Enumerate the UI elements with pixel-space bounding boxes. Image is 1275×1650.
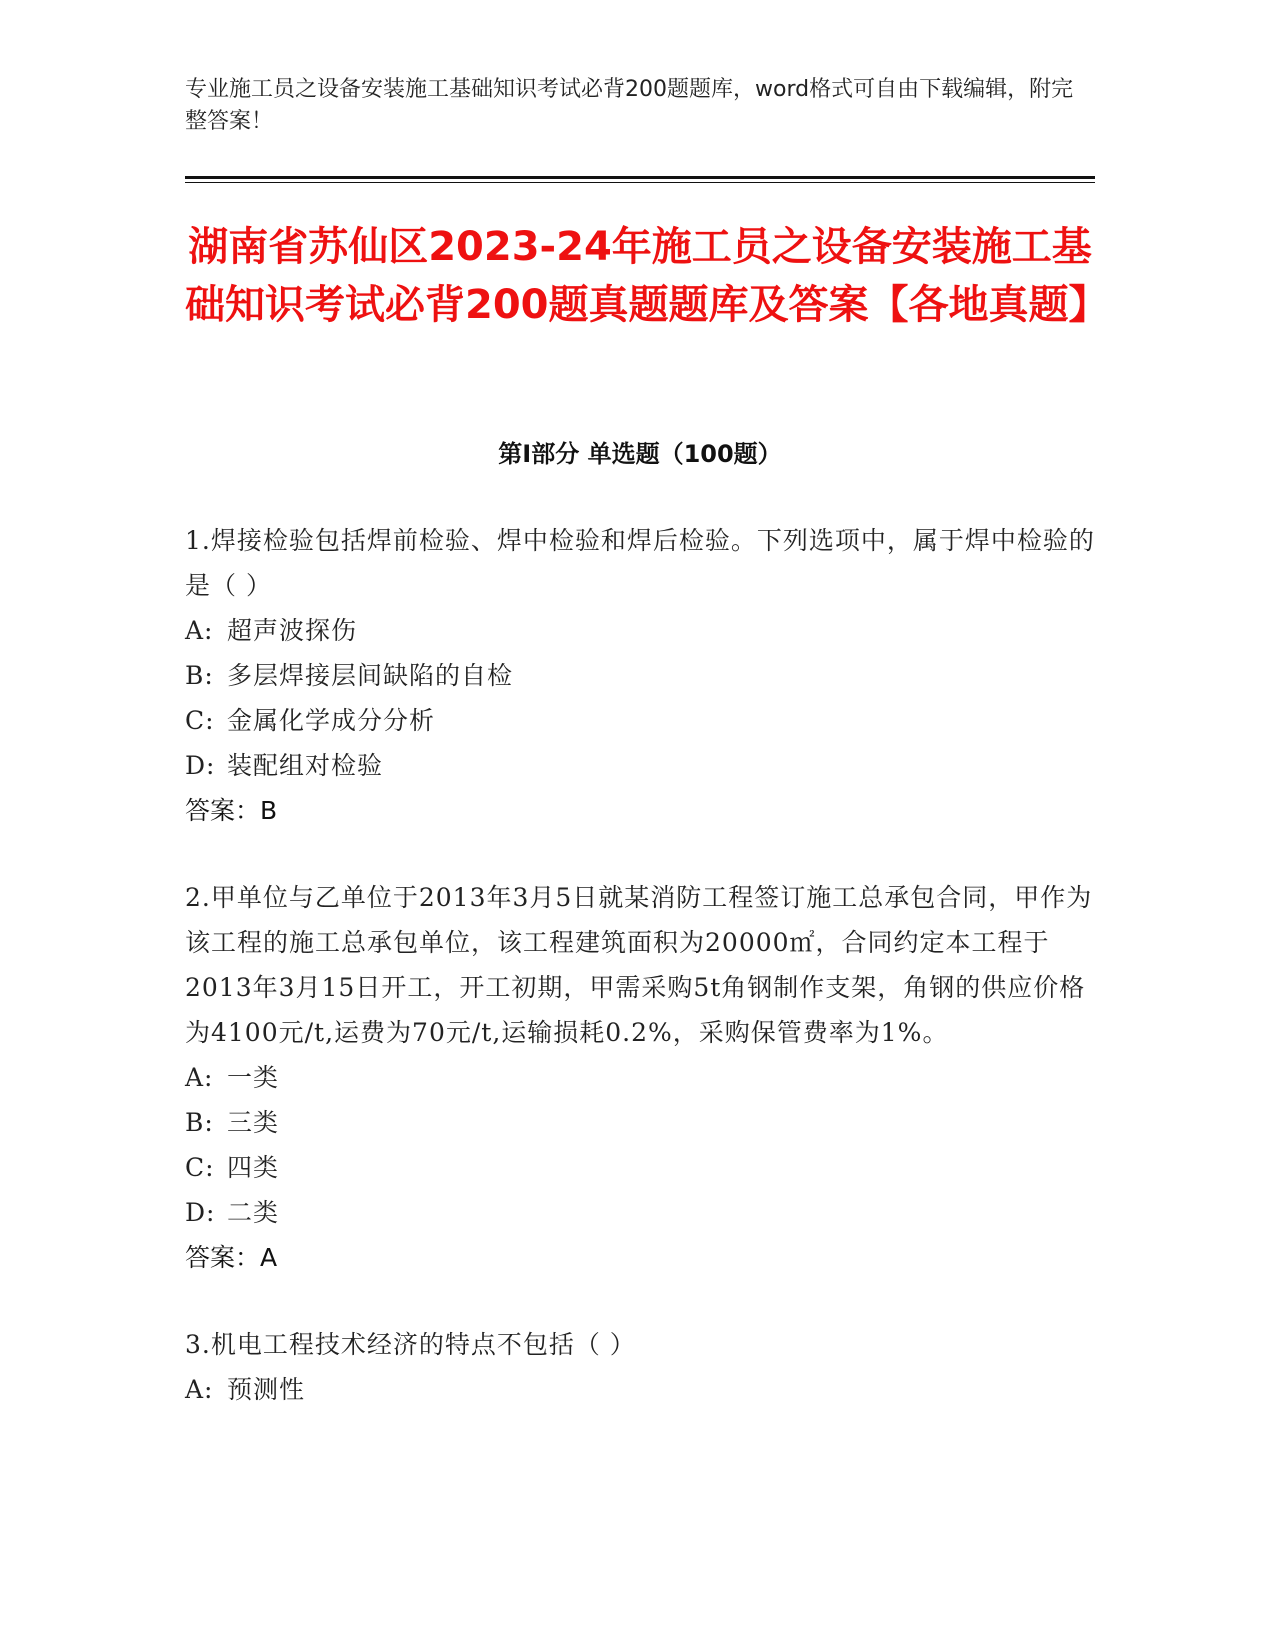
option-d (185, 1190, 1095, 1235)
question-2 (185, 875, 1095, 1280)
option-text: 二类 (227, 1198, 280, 1227)
section-title: 第Ⅰ部分 单选题（100题） (498, 440, 782, 468)
option-text: 装配组对检验 (227, 751, 384, 780)
answer: 答案：A (185, 1243, 278, 1272)
option-label: A: (185, 1063, 214, 1092)
option-label: A: (185, 616, 214, 645)
option-text: 预测性 (227, 1375, 306, 1404)
option-label: D: (185, 1198, 216, 1227)
header-rule-thick (185, 176, 1095, 179)
option-a (185, 1055, 1095, 1100)
option-text: 金属化学成分分析 (227, 706, 436, 735)
option-text: 三类 (227, 1108, 280, 1137)
option-label: B: (185, 661, 214, 690)
option-b (185, 1100, 1095, 1145)
option-a (185, 1367, 1095, 1412)
header-note: 专业施工员之设备安装施工基础知识考试必背200题题库，word格式可自由下载编辑，附完整答案！ (185, 77, 1074, 134)
question-3 (185, 1322, 1095, 1412)
option-label: D: (185, 751, 216, 780)
question-1 (185, 518, 1095, 833)
option-text: 多层焊接层间缺陷的自检 (227, 661, 514, 690)
option-text: 四类 (227, 1153, 280, 1182)
option-b (185, 653, 1095, 698)
option-label: B: (185, 1108, 214, 1137)
option-d (185, 743, 1095, 788)
option-c (185, 698, 1095, 743)
option-a (185, 608, 1095, 653)
answer: 答案：B (185, 796, 278, 825)
option-label: A: (185, 1375, 214, 1404)
document-title: 湖南省苏仙区2023-24年施工员之设备安装施工基础知识考试必背200题真题题库及答案【各地真题】 (185, 224, 1109, 328)
option-c (185, 1145, 1095, 1190)
question-stem: 1.焊接检验包括焊前检验、焊中检验和焊后检验。下列选项中，属于焊中检验的是（ ） (185, 526, 1095, 600)
question-stem: 3.机电工程技术经济的特点不包括（ ） (185, 1330, 636, 1359)
header-rule-thin (185, 182, 1095, 183)
question-stem: 2.甲单位与乙单位于2013年3月5日就某消防工程签订施工总承包合同，甲作为该工程的施工总承包单位，该工程建筑面积为20000㎡，合同约定本工程于2013年3月15日开工，开工初期，甲需采购5t角钢制作支架，角钢的供应价格为4100元/t,运费为70元/t,运输损耗0.2%，采购保管费率为1%。 (185, 883, 1093, 1047)
option-text: 超声波探伤 (227, 616, 358, 645)
option-label: C: (185, 1153, 215, 1182)
question-list (185, 518, 1095, 1454)
option-label: C: (185, 706, 215, 735)
option-text: 一类 (227, 1063, 280, 1092)
